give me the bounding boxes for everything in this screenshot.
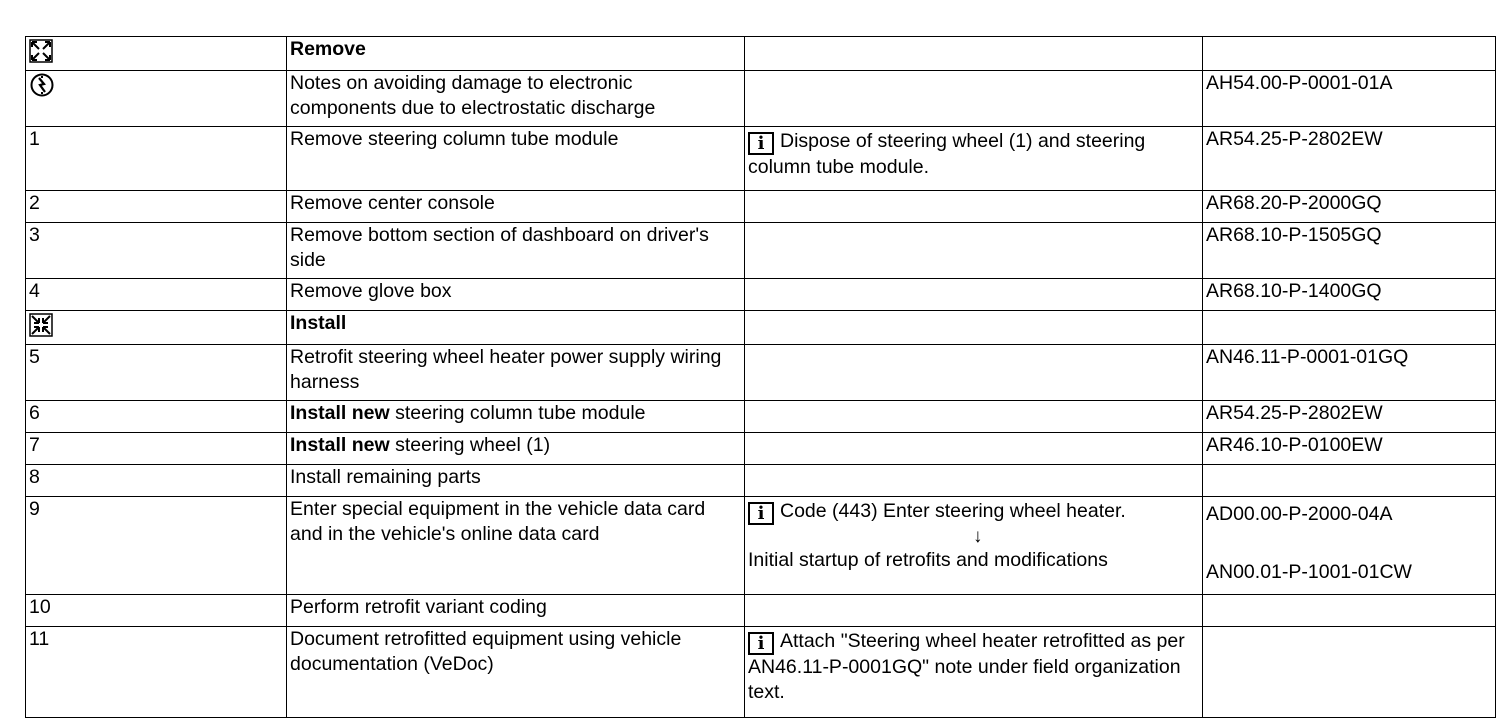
step-cell <box>26 37 287 71</box>
step-row <box>26 345 1496 401</box>
step-row <box>26 279 1496 311</box>
step-text: Remove bottom section of dashboard on driver's side <box>287 223 745 279</box>
step-row <box>26 433 1496 465</box>
step-number: 8 <box>26 465 287 497</box>
step-text: Perform retrofit variant coding <box>287 595 745 627</box>
step-ref-link[interactable]: AR54.25-P-2802EW <box>1203 127 1496 191</box>
step-number: 6 <box>26 401 287 433</box>
step-row <box>26 497 1496 595</box>
esd-warning-icon <box>29 73 55 104</box>
info-icon: i <box>748 502 774 525</box>
step-cell <box>26 311 287 345</box>
step-ref-link[interactable]: AR68.20-P-2000GQ <box>1203 191 1496 223</box>
step-number: 5 <box>26 345 287 401</box>
procedure-table <box>25 36 1496 718</box>
expand-arrows-icon <box>29 39 53 70</box>
step-text: Remove steering column tube module <box>287 127 745 191</box>
ref-cell <box>1203 627 1496 718</box>
esd-ref-link[interactable]: AH54.00-P-0001-01A <box>1203 71 1496 127</box>
ref-cell <box>1203 595 1496 627</box>
section-row-remove <box>26 37 1496 71</box>
step-row <box>26 127 1496 191</box>
note-cell <box>745 433 1203 465</box>
step-note <box>745 127 1203 191</box>
section-title-install: Install <box>287 311 745 345</box>
step-cell <box>26 71 287 127</box>
step-number: 7 <box>26 433 287 465</box>
step-row <box>26 223 1496 279</box>
step-text: Enter special equipment in the vehicle data card and in the vehicle's online data card <box>287 497 745 595</box>
step-ref-link[interactable]: AR68.10-P-1400GQ <box>1203 279 1496 311</box>
note-line <box>748 497 1199 525</box>
step-text: Remove glove box <box>287 279 745 311</box>
step-text-rest: steering column tube module <box>389 402 646 424</box>
step-text <box>287 401 745 433</box>
step-text-bold: Install new <box>290 402 390 424</box>
step-text-bold: Install new <box>290 434 390 456</box>
note-cell <box>745 191 1203 223</box>
step-number: 1 <box>26 127 287 191</box>
step-ref-cell <box>1203 497 1496 595</box>
step-text: Install remaining parts <box>287 465 745 497</box>
esd-row <box>26 71 1496 127</box>
note-cell <box>745 595 1203 627</box>
note-cell <box>745 279 1203 311</box>
step-note <box>745 627 1203 718</box>
note-text-secondary: Initial startup of retrofits and modifications <box>748 549 1108 571</box>
step-text: Remove center console <box>287 191 745 223</box>
ref-cell <box>1203 465 1496 497</box>
info-icon: i <box>748 632 774 655</box>
step-text: Document retrofitted equipment using vehicle documentation (VeDoc) <box>287 627 745 718</box>
step-ref-link-secondary[interactable]: AN00.01-P-1001-01CW <box>1206 561 1412 583</box>
step-note <box>745 497 1203 595</box>
step-text-rest: steering wheel (1) <box>389 434 551 456</box>
step-row <box>26 595 1496 627</box>
step-ref-link[interactable]: AD00.00-P-2000-04A <box>1206 503 1393 525</box>
step-text <box>287 433 745 465</box>
step-text: Retrofit steering wheel heater power supply wiring harness <box>287 345 745 401</box>
down-arrow-icon: ↓ <box>973 526 983 547</box>
note-text: Code (443) Enter steering wheel heater. <box>780 500 1126 522</box>
step-number: 4 <box>26 279 287 311</box>
note-text: Dispose of steering wheel (1) and steering column tube module. <box>748 130 1146 178</box>
step-ref-link[interactable]: AR46.10-P-0100EW <box>1203 433 1496 465</box>
note-text: Attach "Steering wheel heater retrofitted as per AN46.11-P-0001GQ" note under field organization text. <box>748 630 1185 703</box>
step-ref-link[interactable]: AN46.11-P-0001-01GQ <box>1203 345 1496 401</box>
step-ref-link[interactable]: AR54.25-P-2802EW <box>1203 401 1496 433</box>
section-title-remove: Remove <box>287 37 745 71</box>
note-cell <box>745 345 1203 401</box>
esd-text: Notes on avoiding damage to electronic components due to electrostatic discharge <box>287 71 745 127</box>
note-cell <box>745 465 1203 497</box>
ref-cell <box>1203 37 1496 71</box>
collapse-arrows-icon <box>29 313 53 344</box>
step-number: 10 <box>26 595 287 627</box>
step-number: 11 <box>26 627 287 718</box>
step-number: 2 <box>26 191 287 223</box>
note-cell <box>745 223 1203 279</box>
note-cell <box>745 311 1203 345</box>
note-cell <box>745 37 1203 71</box>
ref-cell <box>1203 311 1496 345</box>
section-row-install <box>26 311 1496 345</box>
info-icon: i <box>748 132 774 155</box>
step-row <box>26 401 1496 433</box>
step-ref-link[interactable]: AR68.10-P-1505GQ <box>1203 223 1496 279</box>
step-row <box>26 191 1496 223</box>
step-number: 3 <box>26 223 287 279</box>
step-row <box>26 627 1496 718</box>
note-cell <box>745 71 1203 127</box>
note-cell <box>745 401 1203 433</box>
step-row <box>26 465 1496 497</box>
step-number: 9 <box>26 497 287 595</box>
